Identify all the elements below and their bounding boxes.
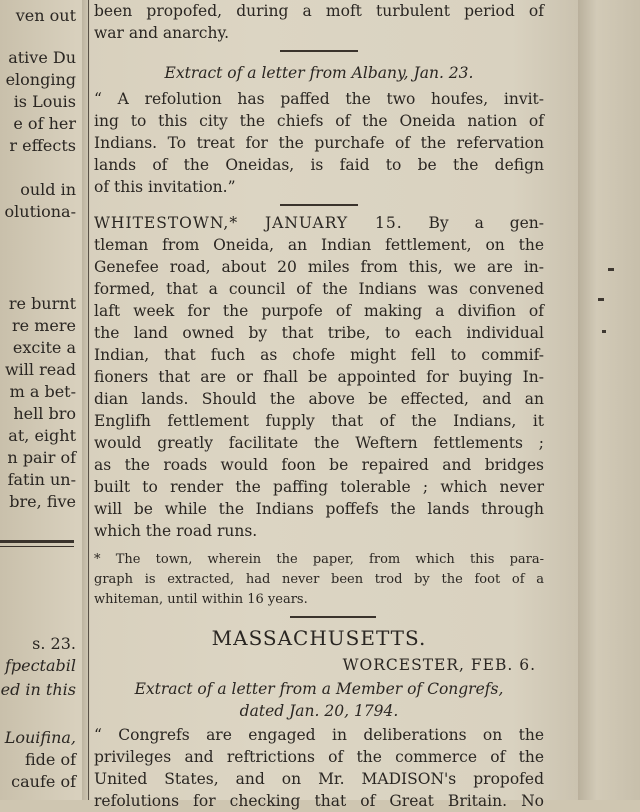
article-line: built to render the paffing tolerable ; which never [94, 478, 544, 496]
article-line: privileges and reftrictions of the commerce of the [94, 748, 544, 766]
left-line: fpectabil [4, 656, 76, 675]
section-heading: MASSACHUSETTS. [211, 626, 427, 650]
left-line: re mere [12, 316, 76, 335]
left-line: bre, five [9, 492, 76, 511]
article-line: of this invitation.” [94, 178, 236, 196]
article-divider [280, 50, 358, 52]
article-line: Indians. To treat for the purchafe of the refervation [94, 134, 544, 152]
article-line: “ Congrefs are engaged in deliberations on the [94, 726, 544, 744]
footnote-line: graph is extracted, had never been trod by the foot of a [94, 572, 544, 587]
left-line: olutiona- [4, 202, 76, 221]
article-line: been propofed, during a moft turbulent period of [94, 2, 544, 20]
article-line: fioners that are or fhall be appointed for buying In- [94, 368, 544, 386]
section-rule [0, 546, 74, 547]
article-line: as the roads would foon be repaired and bridges [94, 456, 544, 474]
left-line: elonging [5, 70, 76, 89]
left-line: ould in [20, 180, 76, 199]
left-line: Louifina, [4, 728, 76, 747]
left-line: is Louis [13, 92, 76, 111]
left-line: fatin un- [7, 470, 76, 489]
article-line: “ A refolution has paffed the two houfes, invit- [94, 90, 544, 108]
section-rule [0, 540, 74, 543]
footnote-line: * The town, wherein the paper, from which this para- [94, 552, 544, 567]
ink-mark [598, 298, 604, 301]
left-line: will read [4, 360, 76, 379]
left-line: r effects [9, 136, 76, 155]
article-subheading: Extract of a letter from a Member of Congrefs, [134, 680, 504, 698]
next-page-edge [578, 0, 640, 800]
article-line: the land owned by that tribe, to each individual [94, 324, 544, 342]
footnote-line: whiteman, until within 16 years. [94, 592, 308, 607]
article-line: formed, that a council of the Indians was convened [94, 280, 544, 298]
article-divider [280, 204, 358, 206]
article-line: would greatly facilitate the Weftern fettlements ; [94, 434, 544, 452]
article-line: lands of the Oneidas, is faid to be the defign [94, 156, 544, 174]
article-heading: Extract of a letter from Albany, Jan. 23. [164, 64, 474, 82]
left-line: n pair of [7, 448, 76, 467]
left-line: e of her [13, 114, 76, 133]
article-line [94, 212, 544, 234]
article-line: war and anarchy. [94, 24, 230, 42]
left-line: at, eight [8, 426, 76, 445]
ink-mark [608, 268, 614, 271]
left-line: m a bet- [9, 382, 76, 401]
article-line-text: By a gen- [428, 214, 545, 232]
dateline: WHITESTOWN,* JANUARY 15. [94, 214, 403, 232]
left-line: ative Du [8, 48, 76, 67]
article-line: Genefee road, about 20 miles from this, we are in- [94, 258, 544, 276]
left-column-fragment [0, 0, 78, 800]
article-line: Indian, that fuch as chofe might fell to commif- [94, 346, 544, 364]
article-line: which the road runs. [94, 522, 258, 540]
article-line: laft week for the purpofe of making a divifion of [94, 302, 544, 320]
article-line: United States, and on Mr. MADISON's propofed [94, 770, 544, 788]
main-column [94, 0, 545, 810]
article-line: will be while the Indians poffefs the lands through [94, 500, 544, 518]
left-line: s. 23. [32, 634, 76, 653]
left-line: ven out [15, 6, 76, 25]
article-line: dian lands. Should the above be effected, and an [94, 390, 544, 408]
ink-mark [602, 330, 606, 333]
article-divider [290, 616, 376, 618]
left-line: excite a [12, 338, 76, 357]
article-line: Englifh fettlement fupply that of the Indians, it [94, 412, 544, 430]
left-line: ed in this [0, 680, 76, 699]
dateline: WORCESTER, FEB. 6. [342, 656, 536, 674]
left-line: fide of [24, 750, 76, 769]
article-line: tleman from Oneida, an Indian fettlement, on the [94, 236, 544, 254]
left-line: caufe of [11, 772, 76, 791]
article-line: refolutions for checking that of Great Britain. No [94, 792, 544, 810]
column-rule [88, 0, 89, 800]
article-line: ing to this city the chiefs of the Oneida nation of [94, 112, 544, 130]
left-line: hell bro [13, 404, 76, 423]
article-subheading: dated Jan. 20, 1794. [239, 702, 399, 720]
left-line: re burnt [8, 294, 76, 313]
